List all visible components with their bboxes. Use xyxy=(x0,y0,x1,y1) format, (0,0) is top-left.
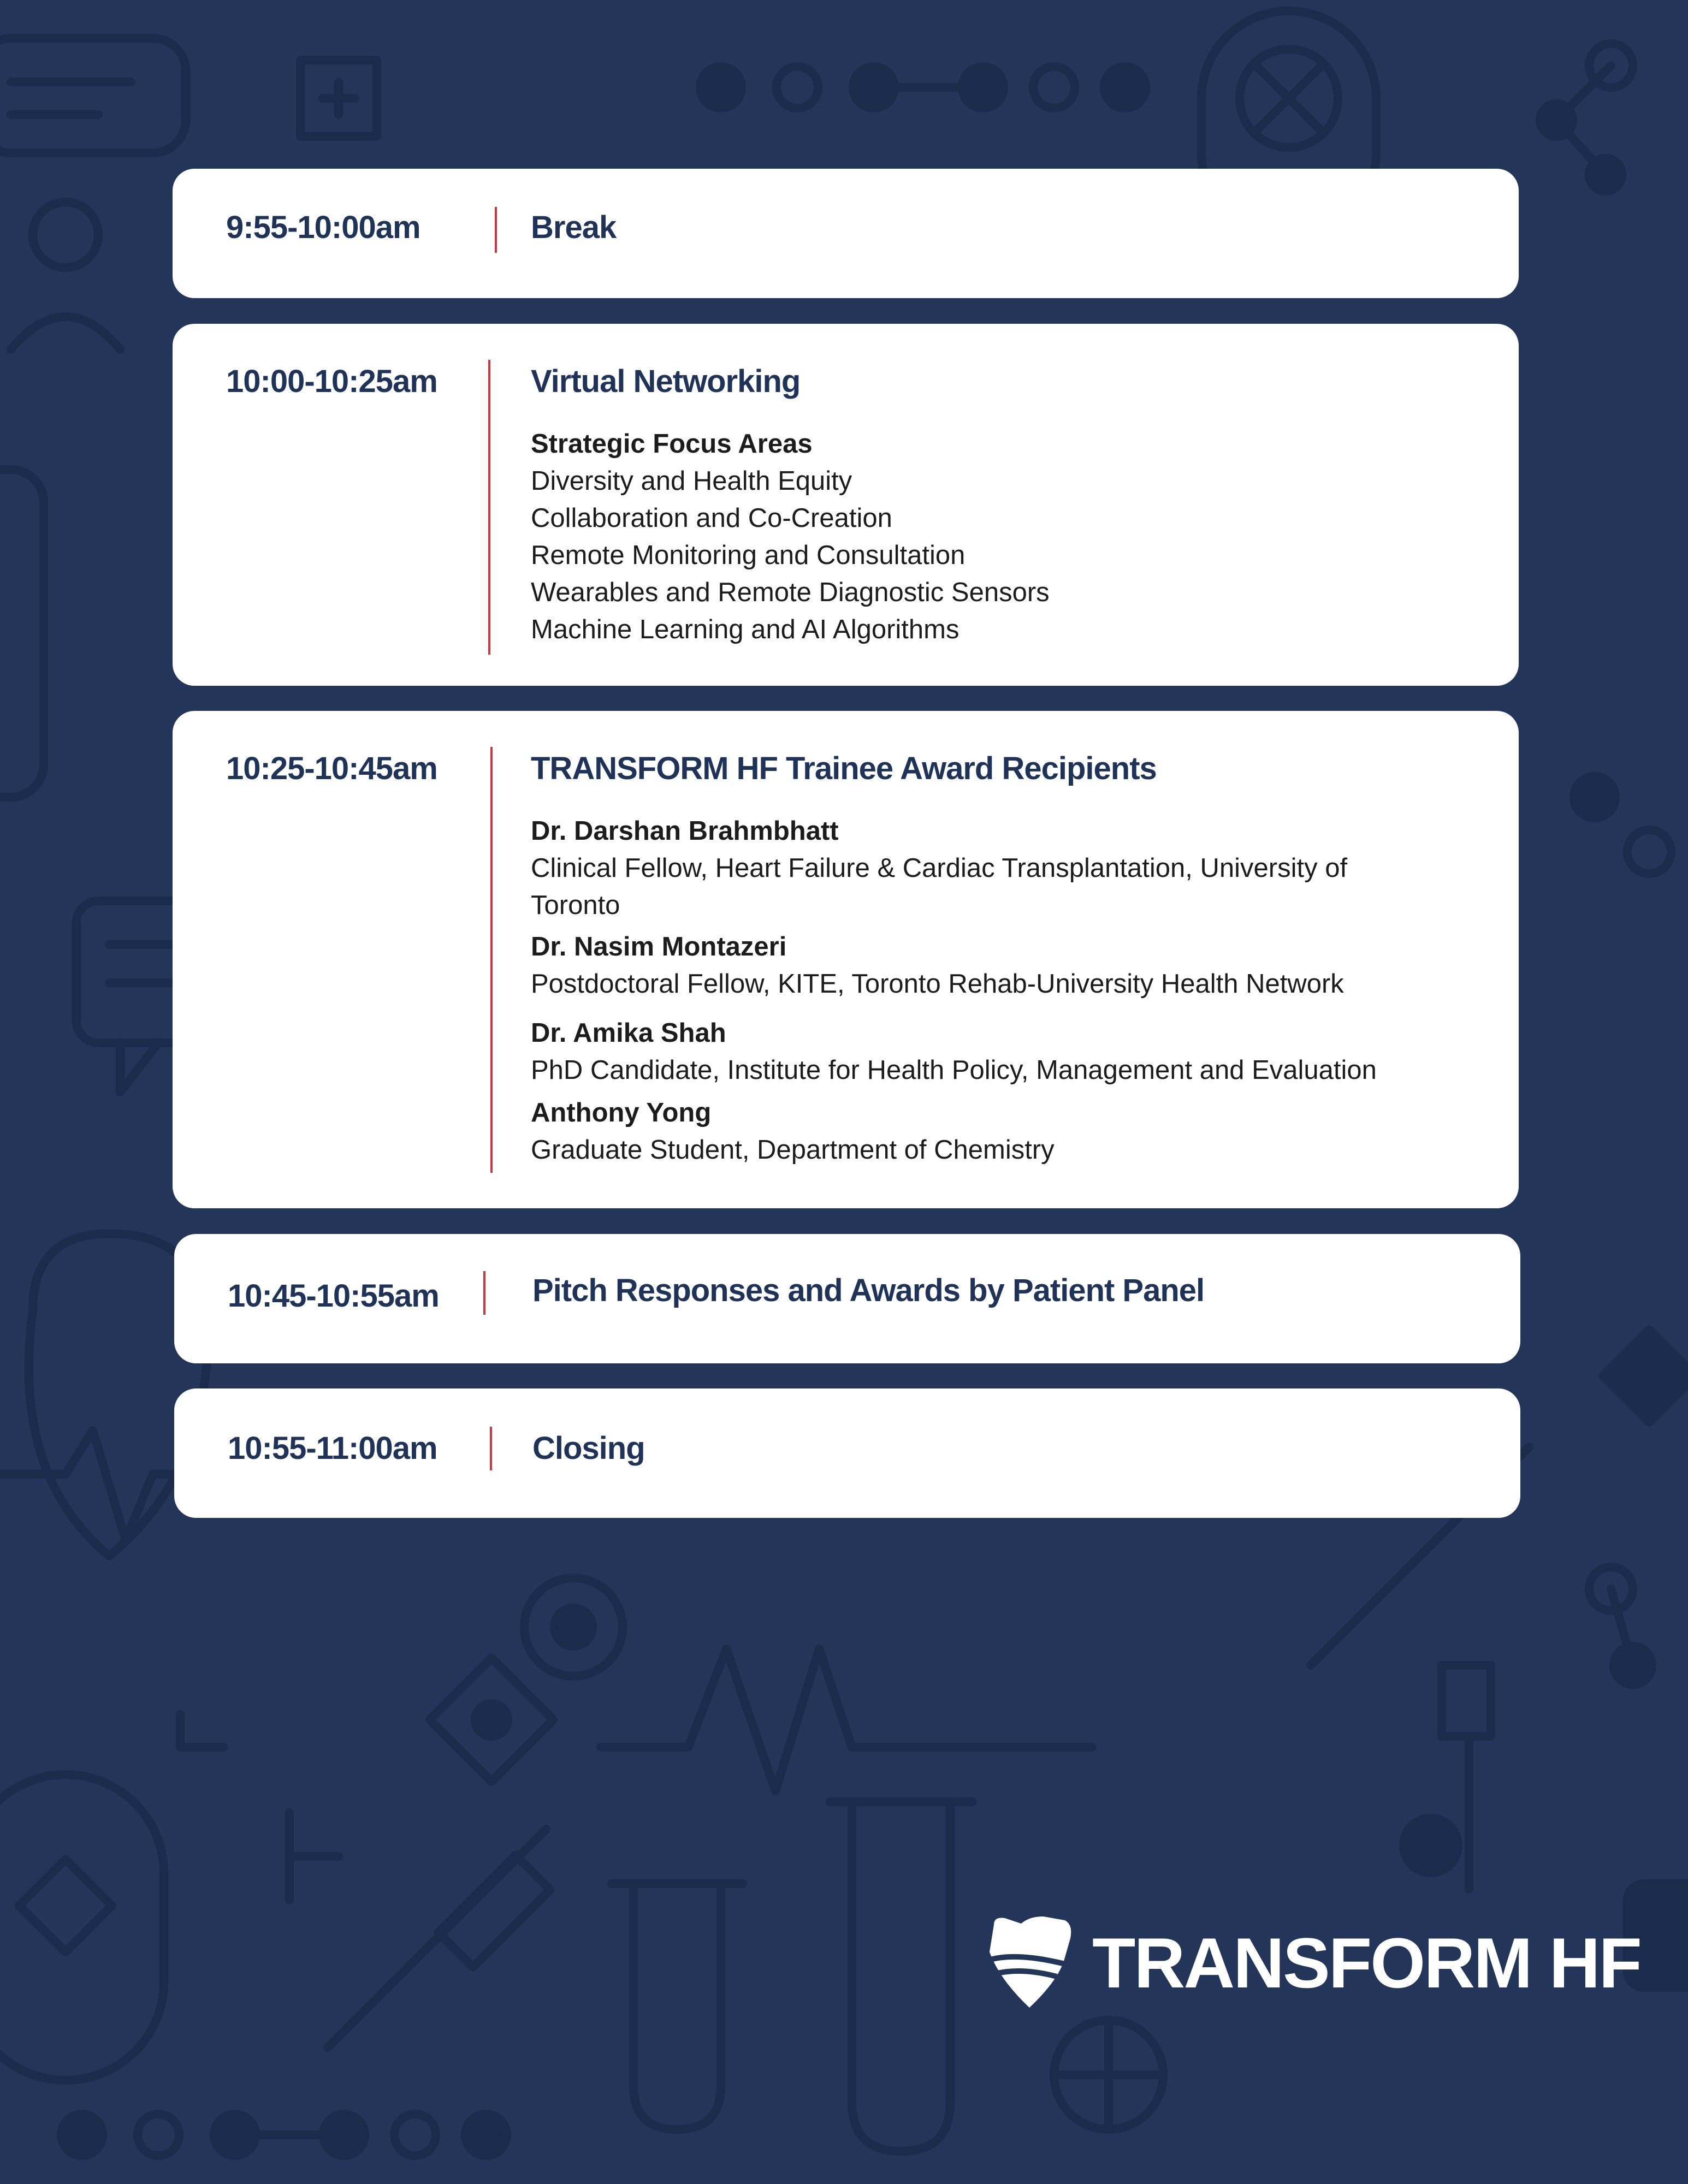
list-item: Wearables and Remote Diagnostic Sensors xyxy=(531,578,1050,607)
recipient-name: Anthony Yong xyxy=(531,1098,712,1127)
session-title: Break xyxy=(531,210,617,245)
time-divider xyxy=(483,1271,485,1315)
recipient-entry xyxy=(531,812,1377,924)
list-item: Diversity and Health Equity xyxy=(531,466,852,496)
recipients-list xyxy=(531,812,1377,1168)
recipient-affiliation: Clinical Fellow, Heart Failure & Cardiac Transplantation, University of xyxy=(531,853,1348,883)
recipient-entry xyxy=(531,928,1377,1002)
recipient-name: Dr. Amika Shah xyxy=(531,1018,726,1048)
recipient-affiliation: PhD Candidate, Institute for Health Policy, Management and Evaluation xyxy=(531,1055,1377,1085)
focus-areas-list xyxy=(531,425,1050,648)
transform-hf-logo xyxy=(983,1914,1640,2012)
session-time: 10:45-10:55am xyxy=(228,1278,439,1314)
time-divider xyxy=(490,1427,492,1470)
schedule-card-awards xyxy=(173,711,1519,1208)
session-time: 9:55-10:00am xyxy=(226,210,420,245)
heart-logo-icon xyxy=(983,1914,1076,2012)
session-time: 10:25-10:45am xyxy=(226,751,437,786)
session-title: Closing xyxy=(532,1431,645,1466)
list-item: Collaboration and Co-Creation xyxy=(531,503,892,533)
session-time: 10:55-11:00am xyxy=(228,1431,437,1466)
session-title: Pitch Responses and Awards by Patient Panel xyxy=(532,1273,1205,1308)
recipient-entry xyxy=(531,1094,1377,1168)
focus-areas-heading: Strategic Focus Areas xyxy=(531,429,813,459)
session-title: TRANSFORM HF Trainee Award Recipients xyxy=(531,751,1157,786)
session-title: Virtual Networking xyxy=(531,364,801,399)
recipient-name: Dr. Nasim Montazeri xyxy=(531,932,787,962)
schedule-card-break xyxy=(173,169,1519,298)
schedule-card-pitch xyxy=(174,1234,1520,1363)
brand-name: TRANSFORM HF xyxy=(1092,1923,1640,2003)
recipient-affiliation: Toronto xyxy=(531,891,620,920)
time-divider xyxy=(495,207,497,253)
time-divider xyxy=(490,747,493,1173)
schedule-card-networking xyxy=(173,324,1519,686)
recipient-affiliation: Postdoctoral Fellow, KITE, Toronto Rehab-University Health Network xyxy=(531,969,1344,999)
list-item: Remote Monitoring and Consultation xyxy=(531,541,966,570)
list-item: Machine Learning and AI Algorithms xyxy=(531,615,960,644)
time-divider xyxy=(488,360,490,655)
session-time: 10:00-10:25am xyxy=(226,364,437,399)
recipient-name: Dr. Darshan Brahmbhatt xyxy=(531,816,839,846)
recipient-affiliation: Graduate Student, Department of Chemistry xyxy=(531,1135,1055,1165)
recipient-entry xyxy=(531,1014,1377,1089)
schedule-card-closing xyxy=(174,1388,1520,1518)
